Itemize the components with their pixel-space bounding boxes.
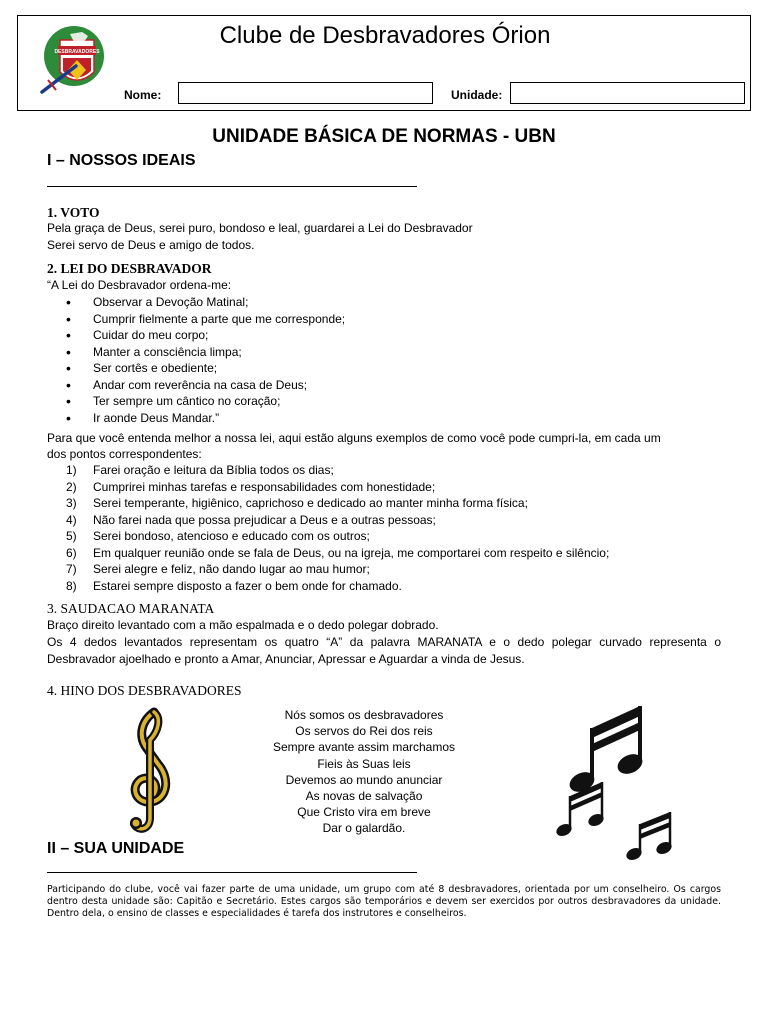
saudacao-paragraph: Os 4 dedos levantados representam os quatro “A” da palavra MARANATA e o dedo polegar curvado representa o Desbravador ajoelhado e pronto a Amar, Anunciar, Apressar e Aguardar a vinda de Jesus. <box>47 635 721 666</box>
hymn-lyrics <box>266 707 462 837</box>
lei-intro: “A Lei do Desbravador ordena-me: <box>47 278 232 292</box>
saudacao-heading: 3. SAUDACAO MARANATA <box>47 601 215 616</box>
unit-label: Unidade: <box>451 88 503 102</box>
treble-clef-icon <box>118 706 188 836</box>
section-divider <box>47 872 417 873</box>
list-item: 2) Cumprirei minhas tarefas e responsabilidades com honestidade; <box>66 479 436 494</box>
voto-line: Serei servo de Deus e amigo de todos. <box>47 238 255 252</box>
voto-heading: 1. VOTO <box>47 205 100 220</box>
hymn-line: Fieis às Suas leis <box>317 756 411 771</box>
section-divider <box>47 186 417 187</box>
list-item: • Observar a Devoção Matinal; <box>66 294 345 311</box>
list-item: • Manter a consciência limpa; <box>66 344 345 361</box>
lei-explanation: dos pontos correspondentes: <box>47 447 202 461</box>
list-item: • Ser cortês e obediente; <box>66 360 345 377</box>
list-item: 6) Em qualquer reunião onde se fala de Deus, ou na igreja, me comportarei com respeito e silêncio; <box>66 545 610 560</box>
list-item: • Andar com reverência na casa de Deus; <box>66 377 345 394</box>
document-title: UNIDADE BÁSICA DE NORMAS - UBN <box>212 126 556 147</box>
hymn-line: Os servos do Rei dos reis <box>295 724 433 739</box>
hymn-line: Devemos ao mundo anunciar <box>285 772 443 787</box>
club-title: Clube de Desbravadores Órion <box>219 22 551 49</box>
svg-text:DESBRAVADORES: DESBRAVADORES <box>54 49 100 55</box>
voto-line: Pela graça de Deus, serei puro, bondoso e leal, guardarei a Lei do Desbravador <box>47 221 473 235</box>
list-item: • Ir aonde Deus Mandar.” <box>66 410 345 427</box>
unit-paragraph: Participando do clube, você vai fazer parte de uma unidade, um grupo com até 8 desbravadores, orientada por um conselheiro. Os cargos dentro desta unidade são: Capitão e Secretário. Estes cargos são temporários e devem ser exercidos por outros desbravadores da unidade. Dentro dela, o ensino de classes e especialidades é tarefa dos instrutores e conselheiros. <box>47 884 721 919</box>
hymn-line: Dar o galardão. <box>322 821 406 836</box>
list-item: • Cumprir fielmente a parte que me corresponde; <box>66 311 345 328</box>
hymn-line: Nós somos os desbravadores <box>284 708 444 722</box>
name-label: Nome: <box>124 88 162 102</box>
name-field[interactable] <box>178 82 433 104</box>
list-item: 5) Serei bondoso, atencioso e educado com os outros; <box>66 529 370 543</box>
lei-explanation: Para que você entenda melhor a nossa lei, aqui estão alguns exemplos de como você pode cumpri-la, em cada um <box>47 431 661 445</box>
lei-heading: 2. LEI DO DESBRAVADOR <box>47 261 212 276</box>
list-item: 7) Serei alegre e feliz, não dando lugar ao mau humor; <box>66 562 370 576</box>
saudacao-line: Braço direito levantado com a mão espalmada e o dedo polegar dobrado. <box>47 618 439 632</box>
music-notes-icon <box>552 700 712 865</box>
hymn-line: Que Cristo vira em breve <box>297 805 431 820</box>
hino-heading: 4. HINO DOS DESBRAVADORES <box>47 683 242 698</box>
examples-list <box>66 462 609 594</box>
unit-field[interactable] <box>510 82 745 104</box>
list-item: 8) Estarei sempre disposto a fazer o bem onde for chamado. <box>66 578 402 593</box>
header-box <box>17 15 751 111</box>
list-item: • Cuidar do meu corpo; <box>66 327 345 344</box>
section-heading-ideals: I – NOSSOS IDEAIS <box>47 152 196 169</box>
list-item: • Ter sempre um cântico no coração; <box>66 393 345 410</box>
hymn-line: Sempre avante assim marchamos <box>272 740 456 755</box>
hymn-line: As novas de salvação <box>305 788 423 803</box>
list-item: 4) Não farei nada que possa prejudicar a Deus e a outras pessoas; <box>66 512 436 527</box>
list-item: 3) Serei temperante, higiênico, caprichoso e dedicado ao manter minha forma física; <box>66 496 528 510</box>
list-item: 1) Farei oração e leitura da Bíblia todos os dias; <box>66 463 334 477</box>
lei-list <box>66 294 345 426</box>
section-heading-unit: II – SUA UNIDADE <box>47 840 185 857</box>
